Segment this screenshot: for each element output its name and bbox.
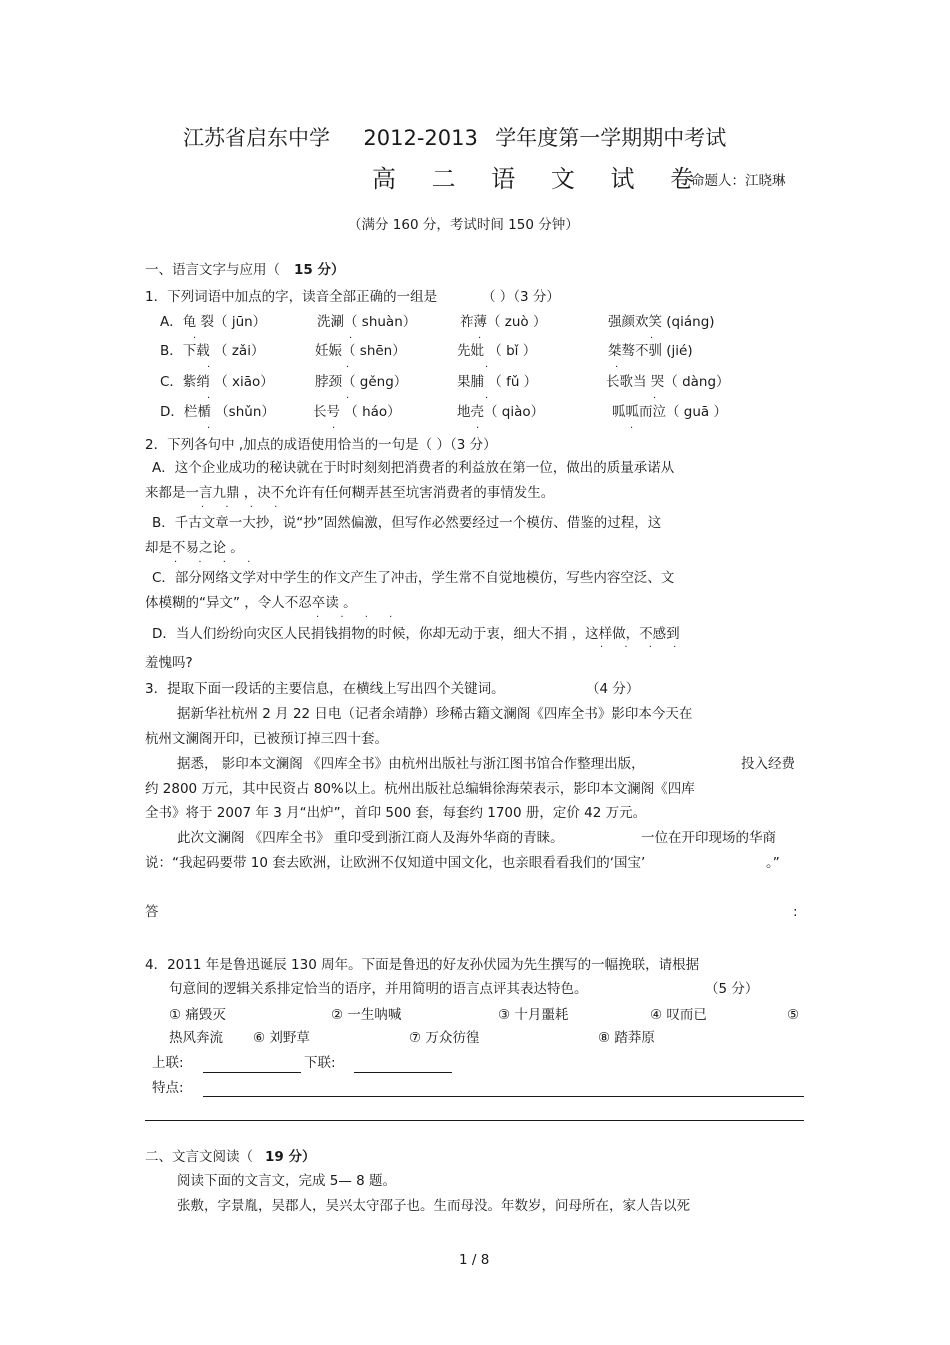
q4-feature-answer-line-2[interactable]: [145, 1120, 804, 1121]
q4-stem-line2: 句意间的逻辑关系排定恰当的语序，并用简明的语言点评其表达特色。: [169, 981, 588, 997]
q4-lower-label: 下联:: [304, 1055, 336, 1071]
q3-para2-line1-tail: 投入经费: [741, 756, 795, 772]
q1-row-d-c3: 地壳（ qiào）: [457, 404, 545, 420]
q4-item-2: ② 一生呐喊: [331, 1007, 402, 1023]
emphasis-dot: ·: [346, 362, 359, 373]
q3-para3-line2-tail: 。”: [766, 855, 780, 871]
paper-title: 高 二 语 文 试 卷: [372, 165, 709, 193]
emphasis-dots: · · · ·: [201, 502, 287, 513]
emphasis-dot: ·: [346, 393, 359, 404]
q2-option-a-line2: 来都是一言九鼎 ，决不允许有任何糊弄甚至坑害消费者的事情发生。: [145, 485, 555, 501]
q2-option-c-line2: 体模糊的“异文” ，令人不忍卒读 。: [145, 595, 357, 611]
q1-row-c-c4: 长歌当 哭（ dàng）: [606, 374, 730, 390]
q1-paren: （ ）（3 分）: [482, 289, 560, 305]
emphasis-dots: · · · ·: [316, 612, 402, 623]
q1-row-a-c1: A．龟 裂（ jūn）: [160, 314, 267, 330]
q2-option-a-line1: A．这个企业成功的秘诀就在于时时刻刻把消费者的利益放在第一位，做出的质量承诺从: [152, 460, 675, 476]
emphasis-dot: ·: [650, 333, 663, 344]
exam-term: 学年度第一学期期中考试: [495, 126, 727, 150]
q4-stem-line1: 4．2011 年是鲁迅诞辰 130 周年。下面是鲁迅的好友孙伏园为先生撰写的一幅挽联，请根据: [145, 957, 700, 973]
q4-item-7: ⑦ 万众彷徨: [409, 1030, 480, 1046]
q3-para1-line2: 杭州文澜阁开印，已被预订掉三四十套。: [145, 731, 388, 747]
school-name: 江苏省启东中学: [183, 126, 330, 150]
q4-score: （5 分）: [705, 981, 759, 997]
section2-score: 19 分）: [265, 1149, 316, 1165]
section2-heading: [145, 1151, 316, 1165]
q2-option-b-line1: B．千古文章一大抄，说“抄”固然偏激，但写作必然要经过一个模仿、借鉴的过程，这: [152, 515, 662, 531]
q4-lower-answer-line[interactable]: [354, 1072, 452, 1073]
q4-upper-answer-line[interactable]: [203, 1072, 301, 1073]
q1-row-a-c2: 洗涮（ shuàn）: [317, 314, 417, 330]
q3-para3-line1-tail: 一位在开印现场的华商: [641, 830, 776, 846]
q4-item-4: ④ 叹而已: [650, 1007, 707, 1023]
emphasis-dot: ·: [615, 362, 628, 373]
q3-para2-line3: 全书》将于 2007 年 3 月“出炉”，首印 500 套，每套约 1700 册，定价 42 万元。: [145, 805, 647, 821]
q1-row-a-c3: 祚薄（ zuò ）: [460, 314, 547, 330]
paper-info: （满分 160 分，考试时间 150 分钟）: [348, 217, 579, 233]
q3-answer-colon: :: [793, 904, 798, 920]
q3-para2-line2: 约 2800 万元，其中民资占 80%以上。杭州出版社总编辑徐海荣表示，影印本文澜阁《四库: [145, 781, 695, 797]
q1-row-b-c1: B．下载 （ zǎi）: [160, 343, 265, 359]
section2-title: 二、文言文阅读（: [145, 1149, 253, 1165]
q1-row-c-c2: 脖颈（ gěng）: [315, 374, 408, 390]
section2-intro: 阅读下面的文言文，完成 5— 8 题。: [177, 1173, 397, 1189]
q1-row-c-c3: 果脯 （ fǔ ）: [457, 374, 538, 390]
q3-para2-line1: 据悉， 影印本文澜阁 《四库全书》由杭州出版社与浙江图书馆合作整理出版，: [177, 756, 645, 772]
q4-item-6: ⑥ 刘野草: [253, 1030, 310, 1046]
emphasis-dot: ·: [332, 423, 345, 434]
q3-answer-label: 答: [145, 904, 159, 920]
q4-feature-answer-line[interactable]: [203, 1096, 804, 1097]
q4-item-8: ⑧ 踏莽原: [598, 1030, 655, 1046]
q2-stem: 2．下列各句中 ,加点的成语使用恰当的一句是（ ）（3 分）: [145, 437, 497, 453]
q3-para3-line2: 说：“我起码要带 10 套去欧洲，让欧洲不仅知道中国文化，也亲眼看看我们的‘国宝’: [145, 855, 646, 871]
q4-item-1: ① 痛毁灭: [169, 1007, 226, 1023]
emphasis-dot: ·: [653, 393, 666, 404]
emphasis-dot: ·: [207, 423, 220, 434]
exam-header-line: [183, 128, 726, 149]
q1-row-a-c4: 强颜欢笑 (qiáng): [608, 314, 715, 330]
q1-row-d-c1: D．栏楯 （shǔn）: [160, 404, 275, 420]
emphasis-dots: · · · ·: [174, 557, 260, 568]
q2-option-c-line1: C．部分网络文学对中学生的作文产生了冲击，学生常不自觉地模仿，写些内容空泛、文: [152, 570, 675, 586]
q4-item-5-text: 热风奔流: [169, 1030, 223, 1046]
emphasis-dot: ·: [485, 393, 498, 404]
q1-row-b-c3: 先妣 （ bǐ ）: [457, 343, 537, 359]
q3-para3-line1: 此次文澜阁 《四库全书》 重印受到浙江商人及海外华商的青睐。: [177, 830, 564, 846]
emphasis-dots: · · · ·: [600, 642, 686, 653]
q1-row-d-c2: 长号 （ háo）: [313, 404, 401, 420]
emphasis-dot: ·: [478, 333, 491, 344]
section1-score: 15 分）: [294, 262, 345, 278]
q4-item-5-number: ⑤: [787, 1007, 800, 1023]
q3-stem: 3．提取下面一段话的主要信息，在横线上写出四个关键词。: [145, 681, 505, 697]
emphasis-dot: ·: [349, 333, 362, 344]
school-year: 2012-2013: [363, 126, 478, 150]
q2-option-d-line2: 羞愧吗?: [145, 655, 193, 671]
emphasis-dot: ·: [207, 393, 220, 404]
paper-author: 命题人：江晓琳: [691, 173, 786, 189]
q1-row-c-c1: C．紫绡 （ xiāo）: [160, 374, 274, 390]
q2-option-b-line2: 却是不易之论 。: [145, 540, 244, 556]
q1-stem: 1．下列词语中加点的字，读音全部正确的一组是: [145, 289, 438, 305]
q3-score: （4 分）: [586, 681, 640, 697]
q3-para1-line1: 据新华社杭州 2 月 22 日电（记者余靖静）珍稀古籍文澜阁《四库全书》影印本今天在: [177, 706, 693, 722]
q4-item-3: ③ 十月噩耗: [498, 1007, 569, 1023]
section2-text: 张敷，字景胤，吴郡人，吴兴太守邵子也。生而母没。年数岁，问母所在，家人告以死: [177, 1198, 690, 1214]
section1-title: 一、语言文字与应用（: [145, 262, 280, 278]
page-number: 1 / 8: [459, 1252, 490, 1268]
q2-option-d-line1: D．当人们纷纷向灾区人民捐钱捐物的时候，你却无动于衷，细大不捐 ，这样做，不感到: [152, 626, 680, 642]
emphasis-dot: ·: [630, 423, 643, 434]
section1-heading: [145, 264, 345, 278]
emphasis-dot: ·: [476, 423, 489, 434]
q1-row-d-c4: 呱呱而泣（ guā ）: [612, 404, 727, 420]
q4-feature-label: 特点:: [152, 1080, 184, 1096]
emphasis-dot: ·: [485, 362, 498, 373]
q4-upper-label: 上联:: [152, 1055, 184, 1071]
emphasis-dot: ·: [207, 362, 220, 373]
emphasis-dot: ·: [193, 333, 206, 344]
q1-row-b-c2: 妊娠（ shēn）: [315, 343, 406, 359]
q1-row-b-c4: 桀骜不驯 (jié): [608, 343, 693, 359]
